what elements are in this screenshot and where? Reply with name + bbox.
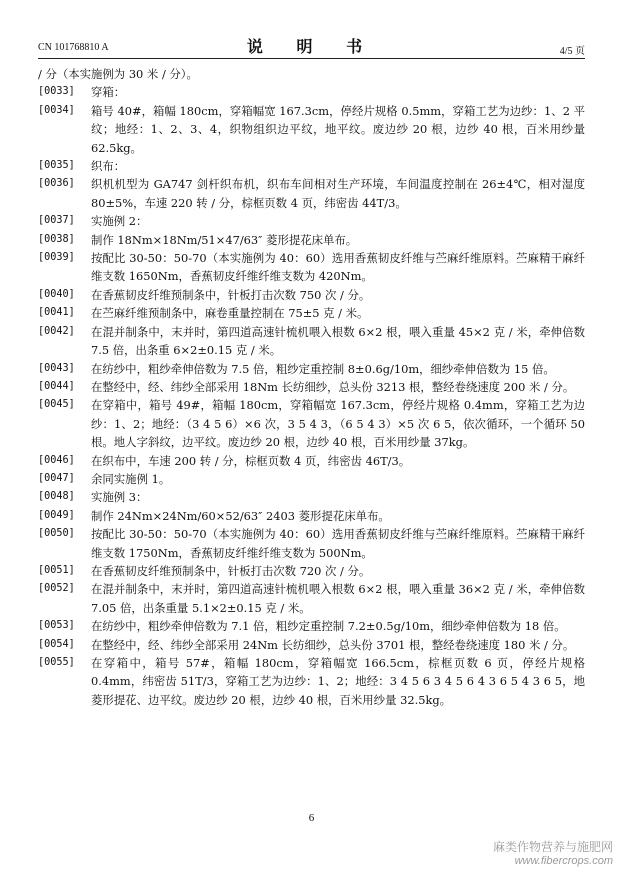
paragraph-text: 余同实施例 1。 xyxy=(91,471,171,486)
paragraph-number: [0033] xyxy=(38,86,75,98)
paragraph xyxy=(38,617,585,635)
paragraph-number: [0055] xyxy=(38,657,75,668)
paragraph-number: [0038] xyxy=(38,233,75,245)
paragraph xyxy=(38,231,585,249)
paragraph xyxy=(38,360,585,378)
paragraph-number: [0041] xyxy=(38,307,75,319)
paragraph xyxy=(38,175,585,212)
paragraph-number: [0040] xyxy=(38,288,75,300)
paragraph-text: 实施例 2： xyxy=(91,214,148,229)
page-header xyxy=(38,34,585,59)
paragraph-text: 穿箱： xyxy=(91,85,126,100)
paragraph-text: 按配比 30-50：50-70（本实施例为 40：60）选用香蕉韧皮纤维与苎麻纤维原料。苎麻精干麻纤维支数 1750Nm，香蕉韧皮纤维纤维支数为 500Nm。 xyxy=(91,527,585,560)
paragraph-text: 织机机型为 GA747 剑杆织布机，织布车间相对生产环境，车间温度控制在 26±4℃，相对湿度 80±5%，车速 220 转 / 分，棕框页数 4 页，纬密齿 44T/3。 xyxy=(91,177,585,210)
paragraph-text: 在混并制条中，末并时，第四道高速针梳机喂入根数 6×2 根，喂入重量 36×2 克 / 米，牵伸倍数 7.05 倍，出条重量 5.1×2±0.15 克 / 米。 xyxy=(91,582,585,615)
paragraph-number: [0047] xyxy=(38,472,75,484)
watermark xyxy=(493,840,613,868)
paragraph xyxy=(38,102,585,157)
paragraph-number: [0053] xyxy=(38,620,75,632)
paragraph xyxy=(38,286,585,304)
paragraph xyxy=(38,323,585,360)
paragraph-text: 实施例 3： xyxy=(91,490,148,505)
paragraph-text: 在混并制条中，末并时，第四道高速针梳机喂入根数 6×2 根，喂入重量 45×2 克 / 米，牵伸倍数 7.5 倍，出条重 6×2±0.15 克 / 米。 xyxy=(91,324,585,358)
paragraph xyxy=(38,636,585,654)
paragraph-number: [0052] xyxy=(38,583,75,595)
paragraph-text: 制作 18Nm×18Nm/51×47/63″ 菱形提花床单布。 xyxy=(91,232,358,247)
page-info: 4/5 页 xyxy=(559,46,585,57)
paragraph-text: 在香蕉韧皮纤维预制条中，针板打击次数 750 次 / 分。 xyxy=(91,287,371,302)
paragraph-number: [0050] xyxy=(38,528,75,540)
document-body xyxy=(38,65,585,709)
paragraph-number: [0043] xyxy=(38,362,75,374)
paragraph-text: 在苎麻纤维预制条中，麻卷重量控制在 75±5 克 / 米。 xyxy=(91,306,369,321)
paragraph-text: 在纺纱中，粗纱牵伸倍数为 7.1 倍，粗纱定重控制 7.2±0.5g/10m，细纱牵伸倍数为 18 倍。 xyxy=(91,619,566,634)
paragraph-text: 在穿箱中，箱号 57#，箱幅 180cm，穿箱幅宽 166.5cm，棕框页数 6 页，停经片规格 0.4mm，纬密齿 51T/3，穿箱工艺为边纱：1、2；地经：3 4 5 6 3 4 5 6 4 3 6 5 4 3 6 5，地菱形提花、边平纹。废边纱 20 根，边纱 40 根，百米用纱量 32.5kg。 xyxy=(91,656,585,707)
paragraph xyxy=(38,396,585,451)
paragraph-text: 在纺纱中，粗纱牵伸倍数为 7.5 倍，粗纱定重控制 8±0.6g/10m，细纱牵伸倍数为 15 倍。 xyxy=(91,361,555,376)
paragraph xyxy=(38,452,585,470)
paragraph-number: [0045] xyxy=(38,399,75,411)
paragraph xyxy=(38,562,585,580)
paragraph-text: 在整经中，经、纬纱全部采用 24Nm 长纺细纱，总头份 3701 根，整经卷绕速度 180 米 / 分。 xyxy=(91,637,575,652)
paragraph xyxy=(38,654,585,709)
paragraph xyxy=(38,580,585,617)
paragraph-text: 在整经中，经、纬纱全部采用 18Nm 长纺细纱，总头份 3213 根，整经卷绕速度 200 米 / 分。 xyxy=(91,379,575,394)
paragraph-number: [0054] xyxy=(38,638,75,650)
paragraph-number: [0044] xyxy=(38,380,75,392)
paragraph-number: [0049] xyxy=(38,509,75,521)
paragraph xyxy=(38,157,585,175)
paragraph-number: [0048] xyxy=(38,491,75,503)
document-title: 说 明 书 xyxy=(246,37,377,56)
paragraph xyxy=(38,507,585,525)
paragraph xyxy=(38,212,585,230)
paragraph-text: 在香蕉韧皮纤维预制条中，针板打击次数 720 次 / 分。 xyxy=(91,563,371,578)
paragraph xyxy=(38,488,585,506)
paragraph-number: [0051] xyxy=(38,564,75,576)
paragraph xyxy=(38,525,585,562)
paragraph-number: [0039] xyxy=(38,252,75,264)
paragraph-number: [0036] xyxy=(38,178,75,190)
paragraph-number: [0037] xyxy=(38,215,75,227)
paragraph-text: 织布： xyxy=(91,159,126,174)
paragraph-number: [0046] xyxy=(38,454,75,466)
watermark-url: www.fibercrops.com xyxy=(514,855,613,867)
paragraph-text: 按配比 30-50：50-70（本实施例为 40：60）选用香蕉韧皮纤维与苎麻纤维原料。苎麻精干麻纤维支数 1650Nm，香蕉韧皮纤维纤维支数为 420Nm。 xyxy=(91,251,585,284)
paragraph xyxy=(38,304,585,322)
paragraph-number: [0042] xyxy=(38,325,75,337)
paragraph-number: [0034] xyxy=(38,104,75,116)
paragraph-text: 制作 24Nm×24Nm/60×52/63″ 2403 菱形提花床单布。 xyxy=(91,508,390,523)
paragraph xyxy=(38,249,585,286)
patent-number: CN 101768810 A xyxy=(38,42,109,53)
paragraph-list xyxy=(38,83,585,709)
paragraph xyxy=(38,83,585,101)
paragraph-text: 在穿箱中，箱号 49#，箱幅 180cm，穿箱幅宽 167.3cm，停经片规格 0.4mm，穿箱工艺为边纱：1、2；地经：（3 4 5 6）×6 次，3 5 4 3，（6 5 4 3）×5 次 6 5，依次循环，一个循环 50 根。地人字斜纹，边平纹。废边纱 20 根，边纱 40 根，百米用纱量 37kg。 xyxy=(91,398,585,450)
paragraph-number: [0035] xyxy=(38,160,75,172)
paragraph xyxy=(38,470,585,488)
page-number: 6 xyxy=(308,812,315,824)
paragraph-text: 在织布中，车速 200 转 / 分，棕框页数 4 页，纬密齿 46T/3。 xyxy=(91,453,411,468)
watermark-site-name: 麻类作物营养与施肥网 xyxy=(492,840,613,854)
paragraph-text: 箱号 40#，箱幅 180cm，穿箱幅宽 167.3cm，停经片规格 0.5mm，穿箱工艺为边纱：1、2 平纹；地经：1、2、3、4，织物组织边平纹，地平纹。废边纱 20 根，边纱 40 根，百米用纱量 62.5kg。 xyxy=(91,103,585,155)
paragraph xyxy=(38,378,585,396)
continued-text: / 分（本实施例为 30 米 / 分）。 xyxy=(38,67,198,81)
